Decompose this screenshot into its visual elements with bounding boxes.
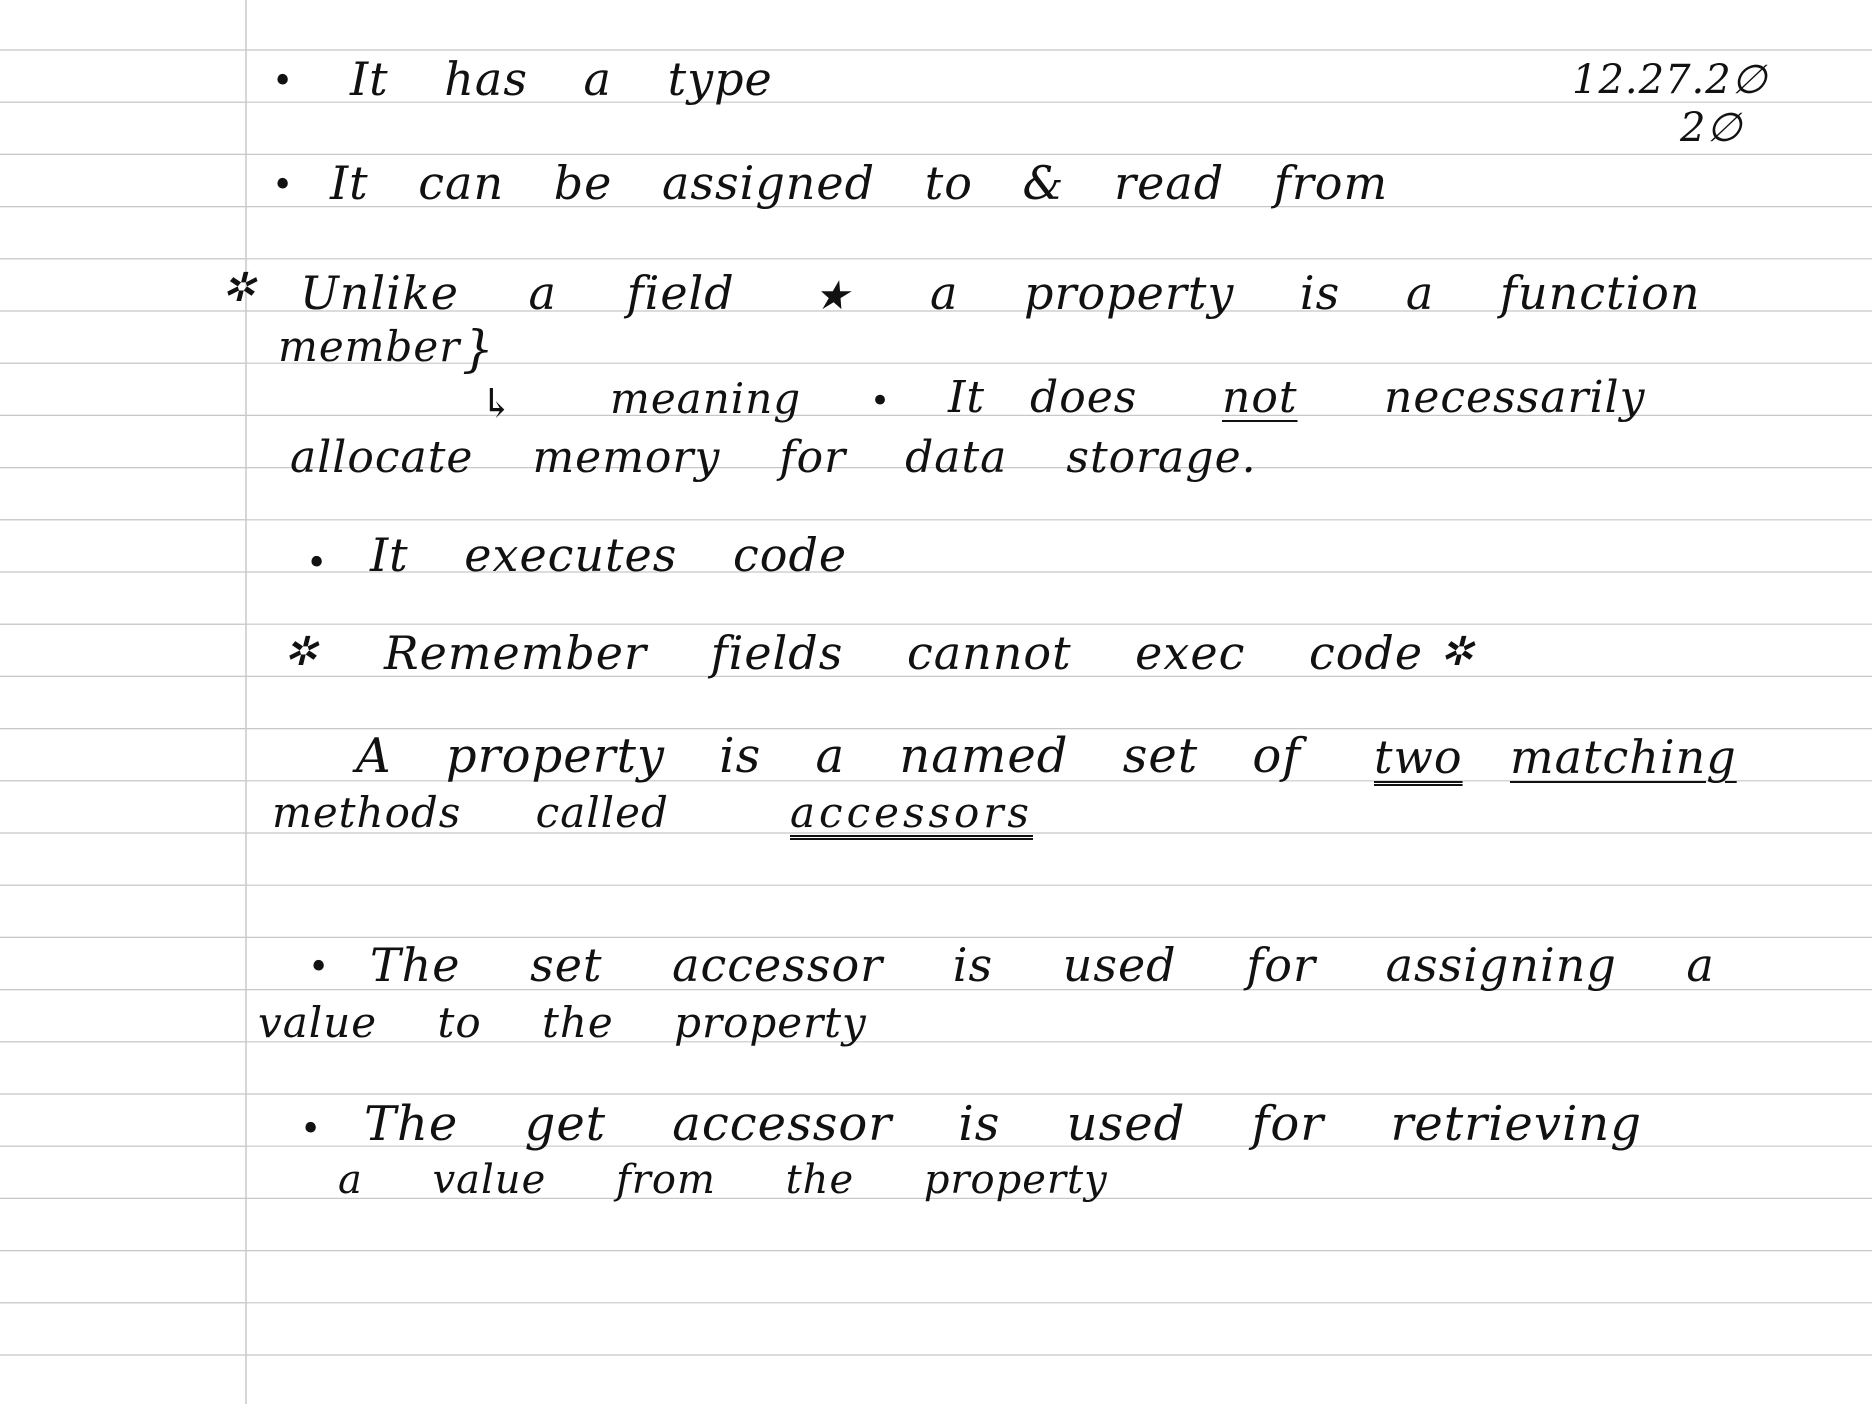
note-line-5a: It does [948, 372, 1138, 423]
note-line-12: value to the property [258, 998, 867, 1047]
arrow-icon: ↳ [480, 381, 515, 427]
note-line-10: methods called [272, 788, 669, 837]
emphasis-matching: matching [1510, 730, 1737, 784]
emphasis-accessors: accessors [790, 788, 1033, 837]
note-line-5b: necessarily [1384, 372, 1646, 423]
note-line-13: The get accessor is used for retrieving [364, 1096, 1642, 1152]
date-line-2: 2∅ [1680, 105, 1743, 151]
bullet: • [308, 947, 331, 988]
brace-icon: } [462, 320, 495, 378]
note-line-2: It can be assigned to & read from [330, 156, 1389, 210]
note-line-9: A property is a named set of [356, 728, 1302, 784]
star-icon: ✲ [222, 265, 257, 311]
date-line-1: 12.27.2∅ [1572, 57, 1768, 103]
emphasis-two: two [1374, 730, 1463, 784]
bullet: • [272, 61, 295, 102]
note-line-4: member [278, 322, 461, 371]
emphasis-not: not [1222, 372, 1298, 423]
note-line-6: allocate memory for data storage. [290, 432, 1257, 483]
star-icon: ★ [814, 273, 851, 319]
note-line-8: Remember fields cannot exec code [384, 626, 1424, 680]
note-line-3-end: a property is a function [930, 266, 1701, 320]
bullet: • [272, 165, 295, 206]
note-line-3: Unlike a field [300, 266, 735, 320]
note-line-7: It executes code [370, 528, 848, 582]
note-line-14: a value from the property [338, 1157, 1108, 1203]
note-line-11: The set accessor is used for assigning a [370, 938, 1715, 992]
bullet: • [870, 381, 892, 421]
note-line-5-meaning: meaning [610, 374, 802, 423]
note-line-1: It has a type [350, 52, 773, 106]
bullet: • [306, 543, 329, 584]
star-icon: ✲ [1440, 629, 1475, 675]
bullet: • [300, 1109, 323, 1150]
star-icon: ✲ [284, 629, 319, 675]
